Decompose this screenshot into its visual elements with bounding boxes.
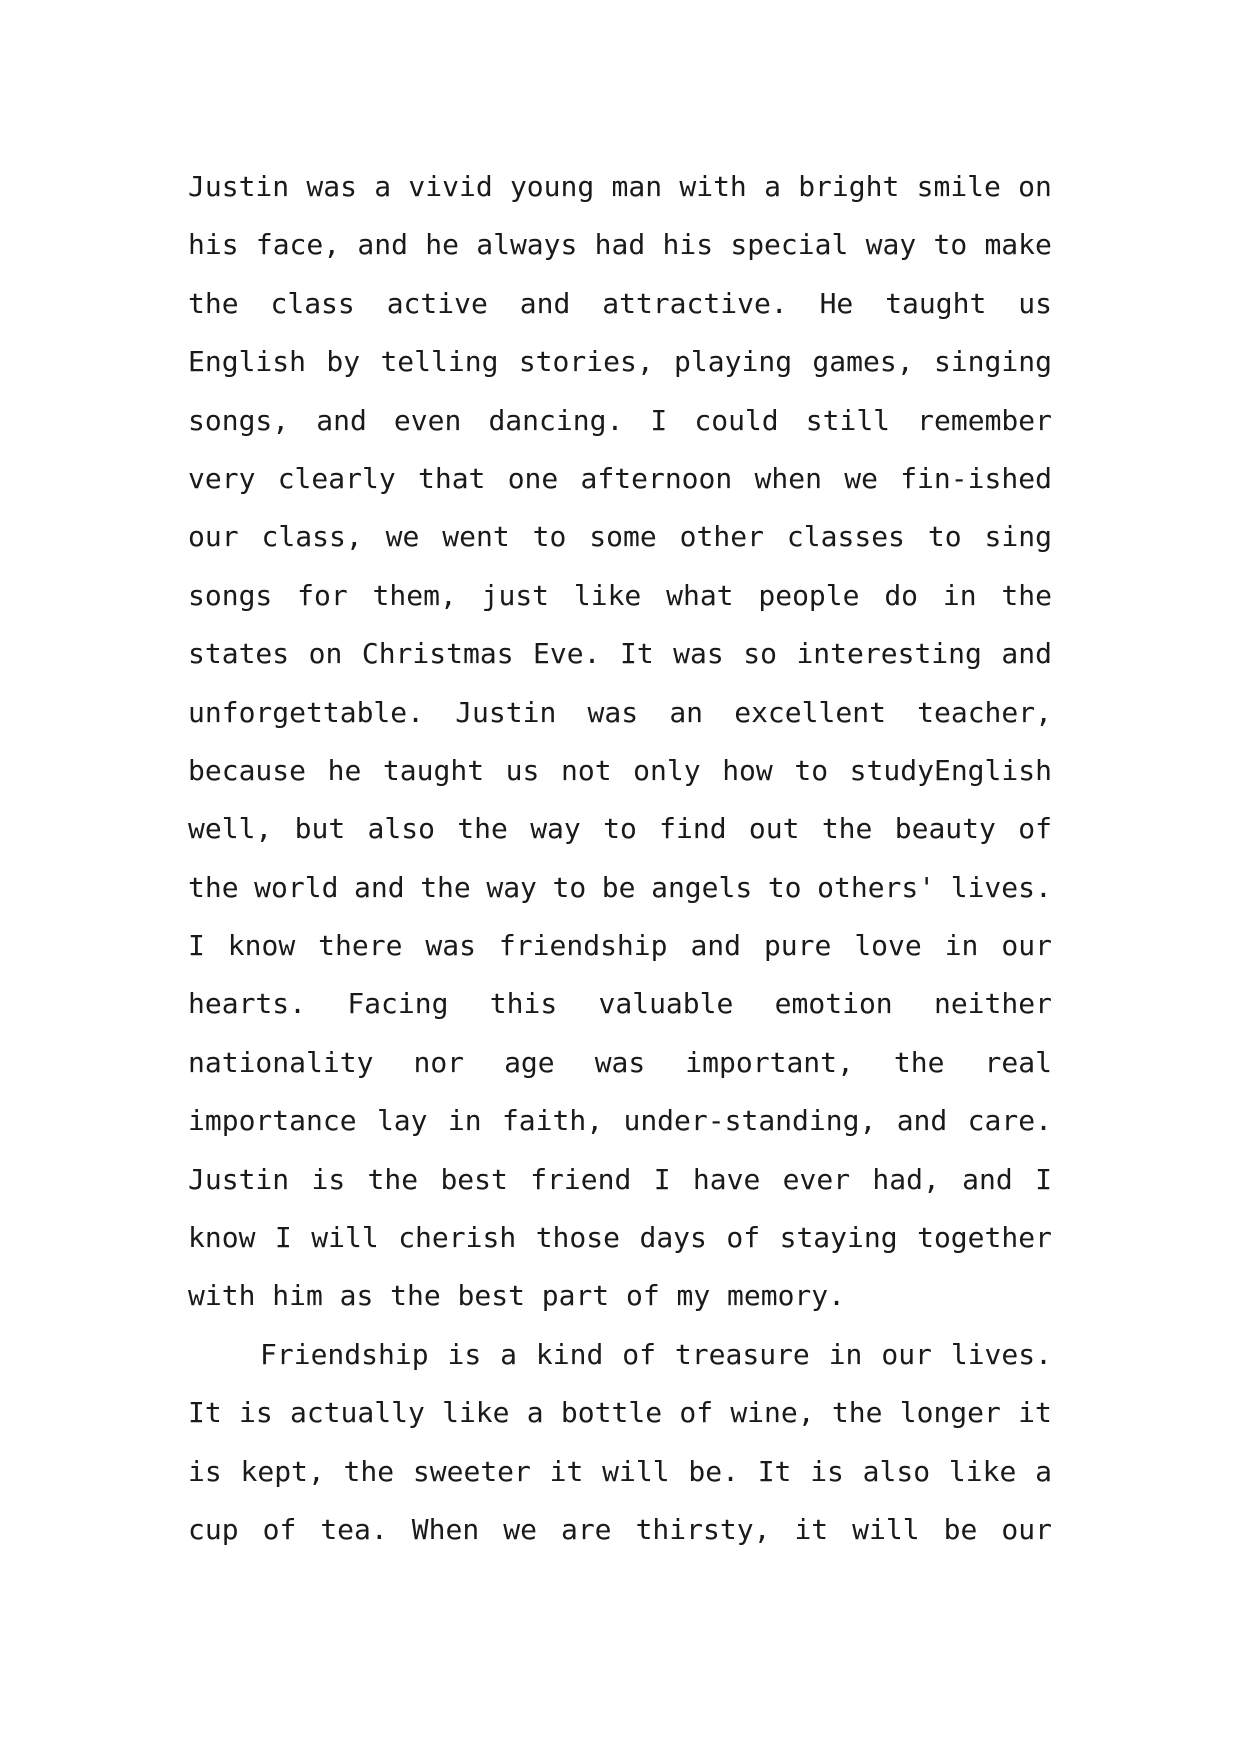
word: of — [1018, 812, 1052, 846]
word: I — [650, 403, 668, 437]
word: was — [673, 637, 724, 671]
word: I — [274, 1221, 292, 1255]
word: him — [272, 1279, 323, 1313]
word: find — [659, 812, 727, 846]
word: that — [417, 461, 486, 495]
word: best — [457, 1279, 525, 1313]
word: was — [587, 695, 639, 729]
word: a — [1035, 1454, 1052, 1488]
word: nor — [413, 1045, 465, 1079]
word: will — [311, 1221, 379, 1255]
word: lives. — [950, 1337, 1052, 1371]
word: Christmas — [361, 637, 514, 671]
text-line — [188, 158, 1052, 216]
word: staying — [779, 1221, 898, 1255]
word: but — [294, 812, 346, 846]
word: others' — [817, 870, 936, 904]
word: way — [486, 870, 537, 904]
word: our — [1001, 1512, 1052, 1546]
text-line — [188, 975, 1052, 1033]
word: and — [896, 1104, 948, 1138]
word: age — [504, 1045, 555, 1079]
word: by — [326, 345, 361, 379]
word: songs — [188, 578, 273, 612]
word: in — [944, 929, 979, 963]
word: I — [653, 1162, 671, 1196]
word: be — [943, 1512, 978, 1546]
word: way — [530, 812, 581, 846]
text-line — [188, 508, 1052, 566]
word: is — [810, 1454, 844, 1488]
word: in — [828, 1337, 863, 1371]
word: we — [385, 520, 420, 554]
word: It — [619, 637, 654, 671]
word: know — [227, 929, 296, 963]
word: and — [1001, 637, 1052, 671]
word: teacher, — [917, 695, 1052, 729]
text-line — [188, 567, 1052, 625]
word: and — [962, 1162, 1013, 1196]
word: when — [754, 461, 822, 495]
word: to — [767, 870, 802, 904]
word: studyEnglish — [849, 753, 1052, 787]
word: Justin — [455, 695, 557, 729]
word: excellent — [734, 695, 886, 729]
word: pure — [763, 929, 832, 963]
paragraph — [188, 1326, 1052, 1560]
word: interesting — [796, 637, 982, 671]
word: is — [238, 1396, 273, 1430]
word: was — [306, 170, 357, 203]
word: of — [679, 1396, 714, 1430]
word: hearts. — [188, 987, 307, 1021]
word: our — [188, 520, 239, 554]
word: well, — [188, 812, 273, 846]
word: sweeter — [412, 1454, 531, 1488]
word: make — [984, 228, 1052, 262]
word: tea. — [320, 1512, 388, 1546]
word: some — [589, 520, 657, 554]
text-line — [188, 1034, 1052, 1092]
word: taught — [382, 753, 485, 787]
word: are — [560, 1512, 612, 1546]
word: them, — [372, 578, 457, 612]
word: and — [357, 228, 408, 262]
word: man — [611, 170, 663, 203]
text-line — [188, 1326, 1052, 1384]
word: attractive. — [602, 286, 788, 320]
word: and — [354, 870, 405, 904]
word: he — [327, 753, 362, 787]
word: the — [367, 1162, 419, 1196]
word: When — [411, 1512, 480, 1546]
word: the — [893, 1045, 945, 1079]
word: Justin — [188, 170, 290, 203]
text-line — [188, 450, 1052, 508]
word: way — [865, 228, 917, 262]
word: and — [519, 286, 571, 320]
word: world — [254, 870, 339, 904]
word: cherish — [398, 1221, 517, 1255]
word: treasure — [674, 1337, 810, 1371]
word: in — [447, 1104, 482, 1138]
text-line — [188, 1151, 1052, 1209]
text-line — [188, 1092, 1052, 1150]
word: his — [188, 228, 239, 262]
word: is — [447, 1337, 482, 1371]
word: do — [884, 578, 919, 612]
text-line — [188, 684, 1052, 742]
word: the — [188, 286, 239, 320]
word: always — [476, 228, 578, 262]
word: telling — [380, 345, 499, 379]
word: love — [854, 929, 922, 963]
word: part — [541, 1279, 610, 1313]
word: he — [425, 228, 459, 262]
word: have — [692, 1162, 761, 1196]
word: faith, — [501, 1104, 604, 1138]
word: the — [420, 870, 471, 904]
word: us — [1018, 286, 1052, 320]
word: actually — [289, 1396, 425, 1430]
word: emotion — [774, 987, 893, 1021]
word: important, — [685, 1045, 854, 1079]
word: to — [933, 228, 968, 262]
word: young — [509, 170, 595, 203]
word: as — [339, 1279, 374, 1313]
word: lay — [376, 1104, 428, 1138]
word: of — [625, 1279, 660, 1313]
word: singing — [933, 345, 1052, 379]
word: to — [552, 870, 587, 904]
text-line — [188, 1267, 1052, 1325]
body-text — [188, 158, 1052, 1559]
word: we — [844, 461, 878, 495]
word: the — [1001, 578, 1052, 612]
word: lives. — [950, 870, 1052, 904]
word: just — [481, 578, 550, 612]
word: dancing. — [488, 403, 624, 437]
word: like — [442, 1396, 510, 1430]
word: other — [679, 520, 764, 554]
word: to — [532, 520, 567, 554]
paragraph — [188, 158, 1052, 1326]
word: what — [666, 578, 734, 612]
word: we — [503, 1512, 537, 1546]
word: games, — [812, 345, 914, 379]
word: best — [440, 1162, 508, 1196]
word: like — [573, 578, 642, 612]
text-line — [188, 1209, 1052, 1267]
word: Facing — [347, 987, 449, 1021]
word: It — [188, 1396, 222, 1430]
word: is — [311, 1162, 346, 1196]
word: because — [188, 753, 307, 787]
word: unforgettable. — [188, 695, 425, 729]
word: my — [676, 1279, 711, 1313]
word: could — [694, 403, 779, 437]
word: our — [881, 1337, 932, 1371]
word: on — [308, 637, 343, 671]
word: those — [535, 1221, 620, 1255]
word: out — [748, 812, 800, 846]
word: vivid — [408, 170, 493, 203]
word: his — [662, 228, 714, 262]
word: class, — [261, 520, 363, 554]
word: still — [805, 403, 891, 437]
word: nationality — [188, 1045, 374, 1079]
word: had — [594, 228, 646, 262]
word: of — [726, 1221, 761, 1255]
text-line — [188, 333, 1052, 391]
word: us — [505, 753, 540, 787]
word: Justin — [188, 1162, 290, 1196]
word: so — [743, 637, 777, 671]
word: ever — [782, 1162, 851, 1196]
word: clearly — [277, 461, 396, 495]
word: memory. — [727, 1279, 846, 1313]
word: kind — [535, 1337, 604, 1371]
word: playing — [674, 345, 793, 379]
word: English — [188, 345, 307, 379]
word: a — [764, 170, 781, 203]
word: under-standing, — [623, 1104, 877, 1138]
word: also — [367, 812, 435, 846]
word: angels — [651, 870, 753, 904]
word: an — [669, 695, 704, 729]
word: importance — [188, 1104, 357, 1138]
word: care. — [967, 1104, 1052, 1138]
word: this — [489, 987, 558, 1021]
word: class — [270, 286, 355, 320]
word: He — [819, 286, 854, 320]
text-line — [188, 1443, 1052, 1501]
word: know — [188, 1221, 256, 1255]
word: a — [526, 1396, 544, 1430]
word: had, — [872, 1162, 940, 1196]
word: even — [393, 403, 462, 437]
word: sing — [984, 520, 1052, 554]
word: will — [852, 1512, 920, 1546]
word: to — [603, 812, 637, 846]
word: thirsty, — [635, 1512, 771, 1546]
word: not — [560, 753, 612, 787]
text-line — [188, 1384, 1052, 1442]
word: the — [343, 1454, 395, 1488]
word: real — [984, 1045, 1052, 1079]
word: kept, — [240, 1454, 325, 1488]
word: it — [1018, 1396, 1052, 1430]
word: wine, — [730, 1396, 815, 1430]
word: it — [794, 1512, 829, 1546]
word: I — [188, 929, 205, 963]
word: remember — [917, 403, 1052, 437]
text-line — [188, 859, 1052, 917]
word: for — [297, 578, 348, 612]
word: beauty — [894, 812, 996, 846]
word: of — [622, 1337, 656, 1371]
word: of — [262, 1512, 297, 1546]
word: days — [639, 1221, 707, 1255]
word: the — [457, 812, 508, 846]
word: a — [500, 1337, 517, 1371]
text-line — [188, 392, 1052, 450]
text-line — [188, 800, 1052, 858]
word: with — [679, 170, 747, 203]
word: the — [188, 870, 239, 904]
word: the — [821, 812, 873, 846]
word: is — [188, 1454, 222, 1488]
word: and — [316, 403, 367, 437]
word: states — [188, 637, 290, 671]
word: also — [862, 1454, 931, 1488]
word: fin-ished — [900, 461, 1052, 495]
word: I — [1035, 1162, 1052, 1196]
word: be. — [688, 1454, 739, 1488]
text-line — [188, 625, 1052, 683]
word: people — [758, 578, 860, 612]
word: to — [794, 753, 829, 787]
word: stories, — [518, 345, 654, 379]
word: afternoon — [580, 461, 733, 495]
text-line — [188, 917, 1052, 975]
word: our — [1001, 929, 1052, 963]
word: on — [1018, 170, 1052, 203]
text-line — [188, 216, 1052, 274]
word: like — [948, 1454, 1017, 1488]
word: neither — [933, 987, 1052, 1021]
word: went — [442, 520, 510, 554]
word: one — [507, 461, 559, 495]
word: Eve. — [533, 637, 601, 671]
word: to — [927, 520, 962, 554]
word: and — [690, 929, 742, 963]
word: in — [942, 578, 977, 612]
text-line — [188, 742, 1052, 800]
word: the — [831, 1396, 883, 1430]
word: face, — [255, 228, 341, 262]
word: songs, — [188, 403, 290, 437]
word: classes — [786, 520, 905, 554]
word: bright — [798, 170, 900, 203]
word: special — [730, 228, 849, 262]
word: be — [601, 870, 636, 904]
text-line — [188, 275, 1052, 333]
word: very — [188, 461, 256, 495]
word: it — [549, 1454, 584, 1488]
word: with — [188, 1279, 256, 1313]
word: valuable — [598, 987, 734, 1021]
word: cup — [188, 1512, 239, 1546]
word: was — [594, 1045, 646, 1079]
word: longer — [899, 1396, 1001, 1430]
word: the — [390, 1279, 441, 1313]
word: friendship — [498, 929, 668, 963]
word: taught — [885, 286, 987, 320]
word: bottle — [560, 1396, 663, 1430]
word: will — [602, 1454, 670, 1488]
word: only — [633, 753, 701, 787]
word: was — [425, 929, 476, 963]
word: active — [386, 286, 488, 320]
word: how — [722, 753, 773, 787]
word: there — [318, 929, 403, 963]
word: together — [917, 1221, 1052, 1255]
word: a — [374, 170, 392, 203]
word: friend — [530, 1162, 632, 1196]
word: It — [757, 1454, 792, 1488]
word: Friendship — [260, 1337, 429, 1371]
word: smile — [916, 170, 1001, 203]
text-line — [188, 1501, 1052, 1559]
